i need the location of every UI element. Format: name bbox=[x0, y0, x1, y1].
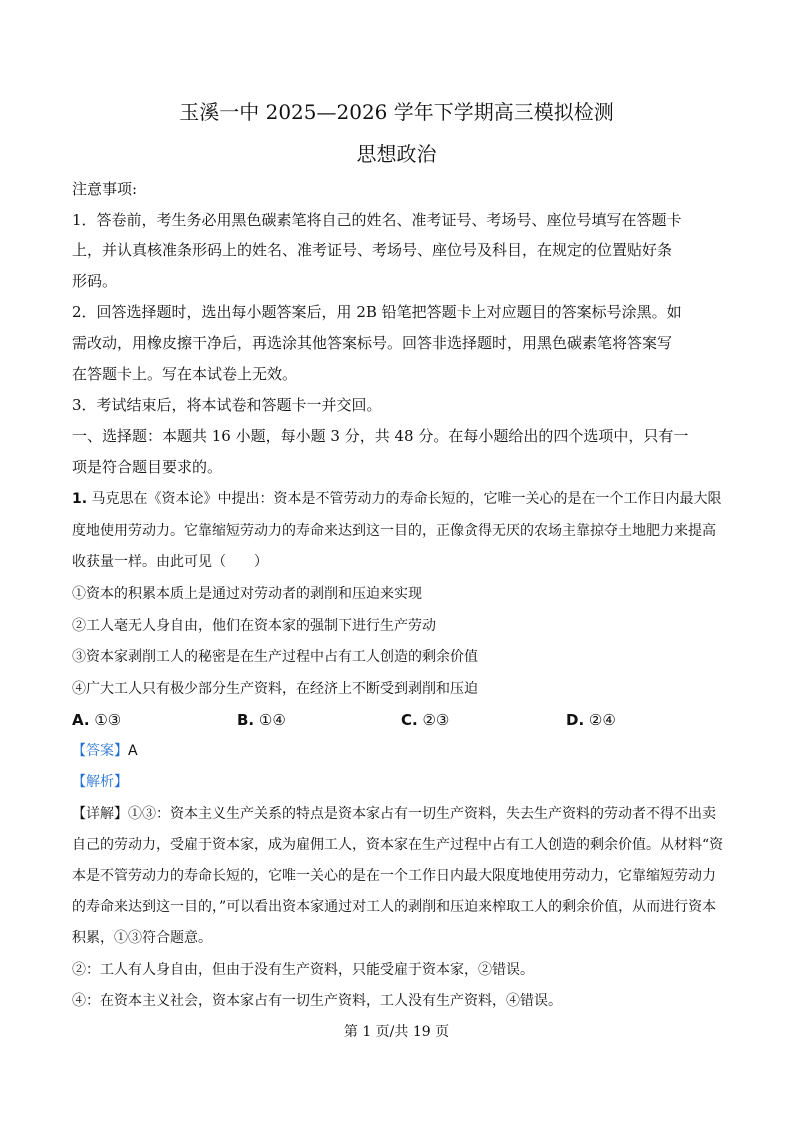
question-stem-line: 度地使用劳动力。它靠缩短劳动力的寿命来达到这一目的，正像贪得无厌的农场主靠掠夺土地肥力来提高 bbox=[72, 523, 716, 539]
option-b: B. ①④ bbox=[237, 711, 286, 729]
notice-line: 在答题卡上。写在本试卷上无效。 bbox=[72, 365, 298, 383]
notice-line: 1．答卷前，考生务必用黑色碳素笔将自己的姓名、准考证号、考场号、座位号填写在答题卡 bbox=[72, 211, 682, 229]
page-number: 第 1 页/共 19 页 bbox=[343, 1024, 450, 1040]
option-c: C. ②③ bbox=[401, 711, 450, 729]
answer-value: A bbox=[128, 743, 138, 759]
detail-line: 【详解】①③：资本主义生产关系的特点是资本家占有一切生产资料，失去生产资料的劳动者不得不出卖 bbox=[72, 806, 716, 822]
answer-tag: 【答案】 bbox=[72, 743, 128, 759]
question-stem: 1. 马克思在《资本论》中提出：资本是不管劳动力的寿命长短的，它唯一关心的是在一个工作日内最大限 bbox=[72, 491, 722, 507]
subject-title: 思想政治 bbox=[356, 142, 437, 166]
section-instruction: 项是符合题目要求的。 bbox=[72, 458, 223, 476]
notice-line: 2．回答选择题时，选出每小题答案后，用 2B 铅笔把答题卡上对应题目的答案标号涂黑。如 bbox=[72, 303, 682, 321]
analysis-tag: 【解析】 bbox=[72, 774, 128, 790]
notice-line: 3．考试结束后，将本试卷和答题卡一并交回。 bbox=[72, 396, 382, 414]
detail-line: ②：工人有人身自由，但由于没有生产资料，只能受雇于资本家，②错误。 bbox=[72, 962, 534, 978]
detail-line: ④：在资本主义社会，资本家占有一切生产资料，工人没有生产资料，④错误。 bbox=[72, 993, 562, 1009]
question-stem-line: 收获量一样。由此可见（ ） bbox=[72, 554, 268, 570]
statement-item: ②工人毫无人身自由，他们在资本家的强制下进行生产劳动 bbox=[72, 618, 436, 634]
notice-line: 形码。 bbox=[72, 272, 118, 290]
option-d: D. ②④ bbox=[566, 711, 616, 729]
exam-title: 玉溪一中 2025—2026 学年下学期高三模拟检测 bbox=[179, 100, 614, 124]
statement-item: ③资本家剥削工人的秘密是在生产过程中占有工人创造的剩余价值 bbox=[72, 649, 478, 665]
detail-line: 积累，①③符合题意。 bbox=[72, 930, 212, 946]
option-a: A. ①③ bbox=[72, 711, 122, 729]
question-number: 1. bbox=[72, 491, 88, 507]
statement-item: ①资本的积累本质上是通过对劳动者的剥削和压迫来实现 bbox=[72, 586, 422, 602]
statement-item: ④广大工人只有极少部分生产资料，在经济上不断受到剥削和压迫 bbox=[72, 681, 478, 697]
notice-line: 需改动，用橡皮擦干净后，再选涂其他答案标号。回答非选择题时，用黑色碳素笔将答案写 bbox=[72, 334, 673, 352]
answer-line bbox=[72, 741, 724, 761]
notice-heading: 注意事项: bbox=[72, 180, 138, 198]
section-instruction: 一、选择题：本题共 16 小题，每小题 3 分，共 48 分。在每小题给出的四个选项中，只有一 bbox=[72, 427, 689, 445]
detail-line: 的寿命来达到这一目的，”可以看出资本家通过对工人的剥削和压迫来榨取工人的剩余价值，从而进行资本 bbox=[72, 899, 717, 915]
detail-tag: 【详解】 bbox=[72, 806, 128, 822]
notice-line: 上，并认真核准条形码上的姓名、准考证号、考场号、座位号及科目，在规定的位置贴好条 bbox=[72, 241, 673, 259]
detail-line: 自己的劳动力，受雇于资本家，成为雇佣工人，资本家在生产过程中占有工人创造的剩余价值。从材料“资 bbox=[72, 837, 724, 853]
detail-line: 本是不管劳动力的寿命长短的，它唯一关心的是在一个工作日内最大限度地使用劳动力，它靠缩短劳动力 bbox=[72, 868, 716, 884]
